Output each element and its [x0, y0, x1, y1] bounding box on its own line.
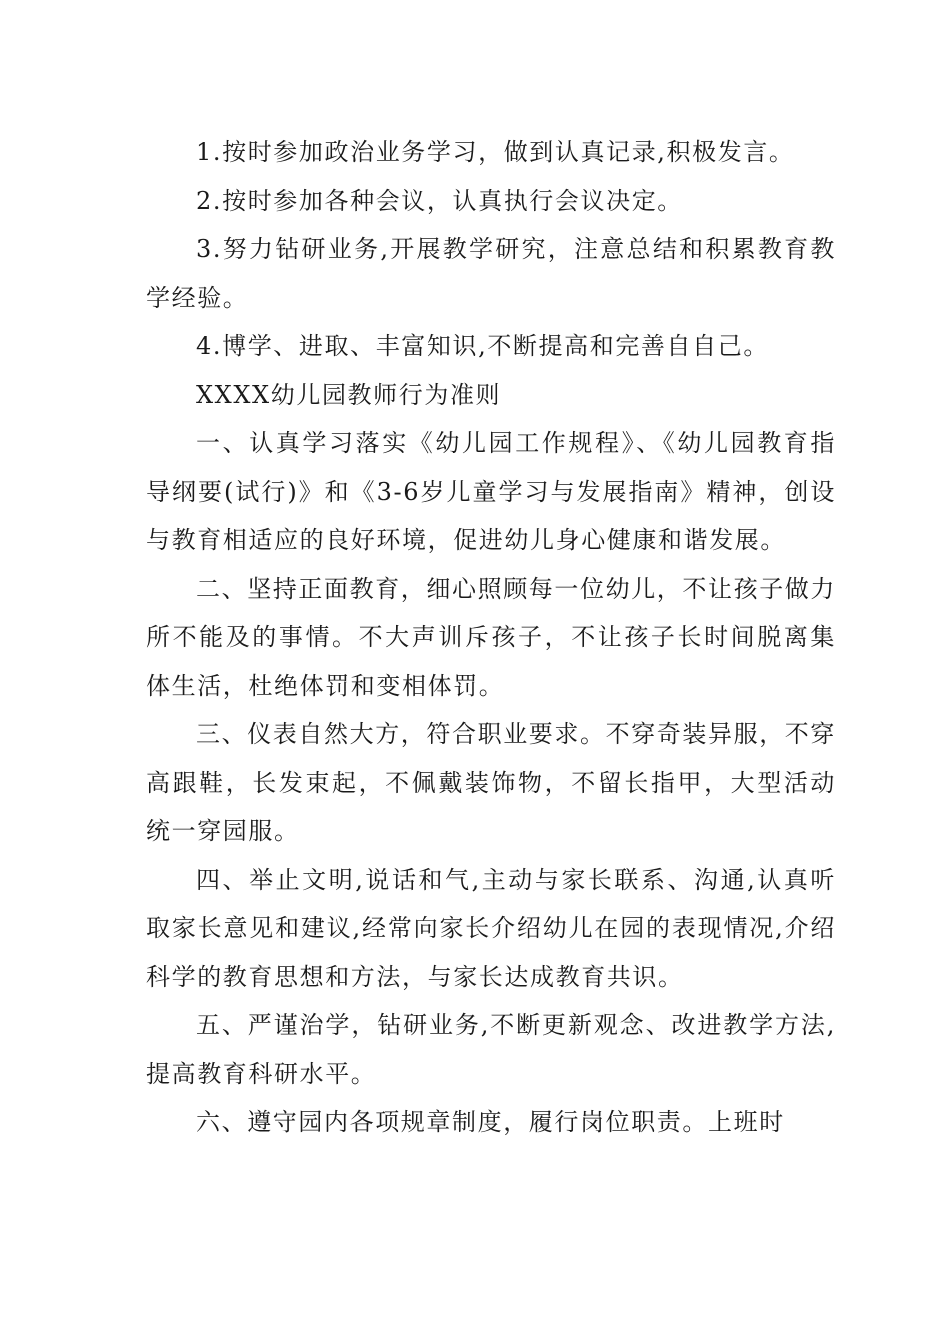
paragraph-rule-4: 四、举止文明,说话和气,主动与家长联系、沟通,认真听取家长意见和建议,经常向家长介绍幼儿在园的表现情况,介绍科学的教育思想和方法，与家长达成教育共识。	[146, 865, 836, 991]
paragraph-duty-2: 2.按时参加各种会议，认真执行会议决定。	[196, 186, 683, 215]
paragraph-rule-1: 一、认真学习落实《幼儿园工作规程》、《幼儿园教育指导纲要(试行)》和《3-6岁儿童学习与发展指南》精神，创设与教育相适应的良好环境，促进幼儿身心健康和谐发展。	[146, 429, 836, 554]
paragraph-duty-4: 4.博学、进取、丰富知识,不断提高和完善自自己。	[196, 332, 769, 360]
paragraph-rule-6: 六、遵守园内各项规章制度，履行岗位职责。上班时	[196, 1108, 785, 1136]
paragraph-duty-1: 1.按时参加政治业务学习，做到认真记录,积极发言。	[196, 138, 795, 166]
section-heading: XXXX幼儿园教师行为准则	[196, 380, 502, 409]
paragraph-rule-5: 五、严谨治学，钻研业务,不断更新观念、改进教学方法,提高教育科研水平。	[146, 1011, 836, 1088]
paragraph-duty-3: 3.努力钻研业务,开展教学研究，注意总结和积累教育教学经验。	[146, 235, 836, 312]
document-body	[146, 128, 836, 1147]
paragraph-rule-2: 二、坚持正面教育，细心照顾每一位幼儿，不让孩子做力所不能及的事情。不大声训斥孩子，不让孩子长时间脱离集体生活，杜绝体罚和变相体罚。	[146, 574, 836, 700]
paragraph-rule-3: 三、仪表自然大方，符合职业要求。不穿奇装异服，不穿高跟鞋，长发束起，不佩戴装饰物，不留长指甲，大型活动统一穿园服。	[146, 720, 836, 845]
